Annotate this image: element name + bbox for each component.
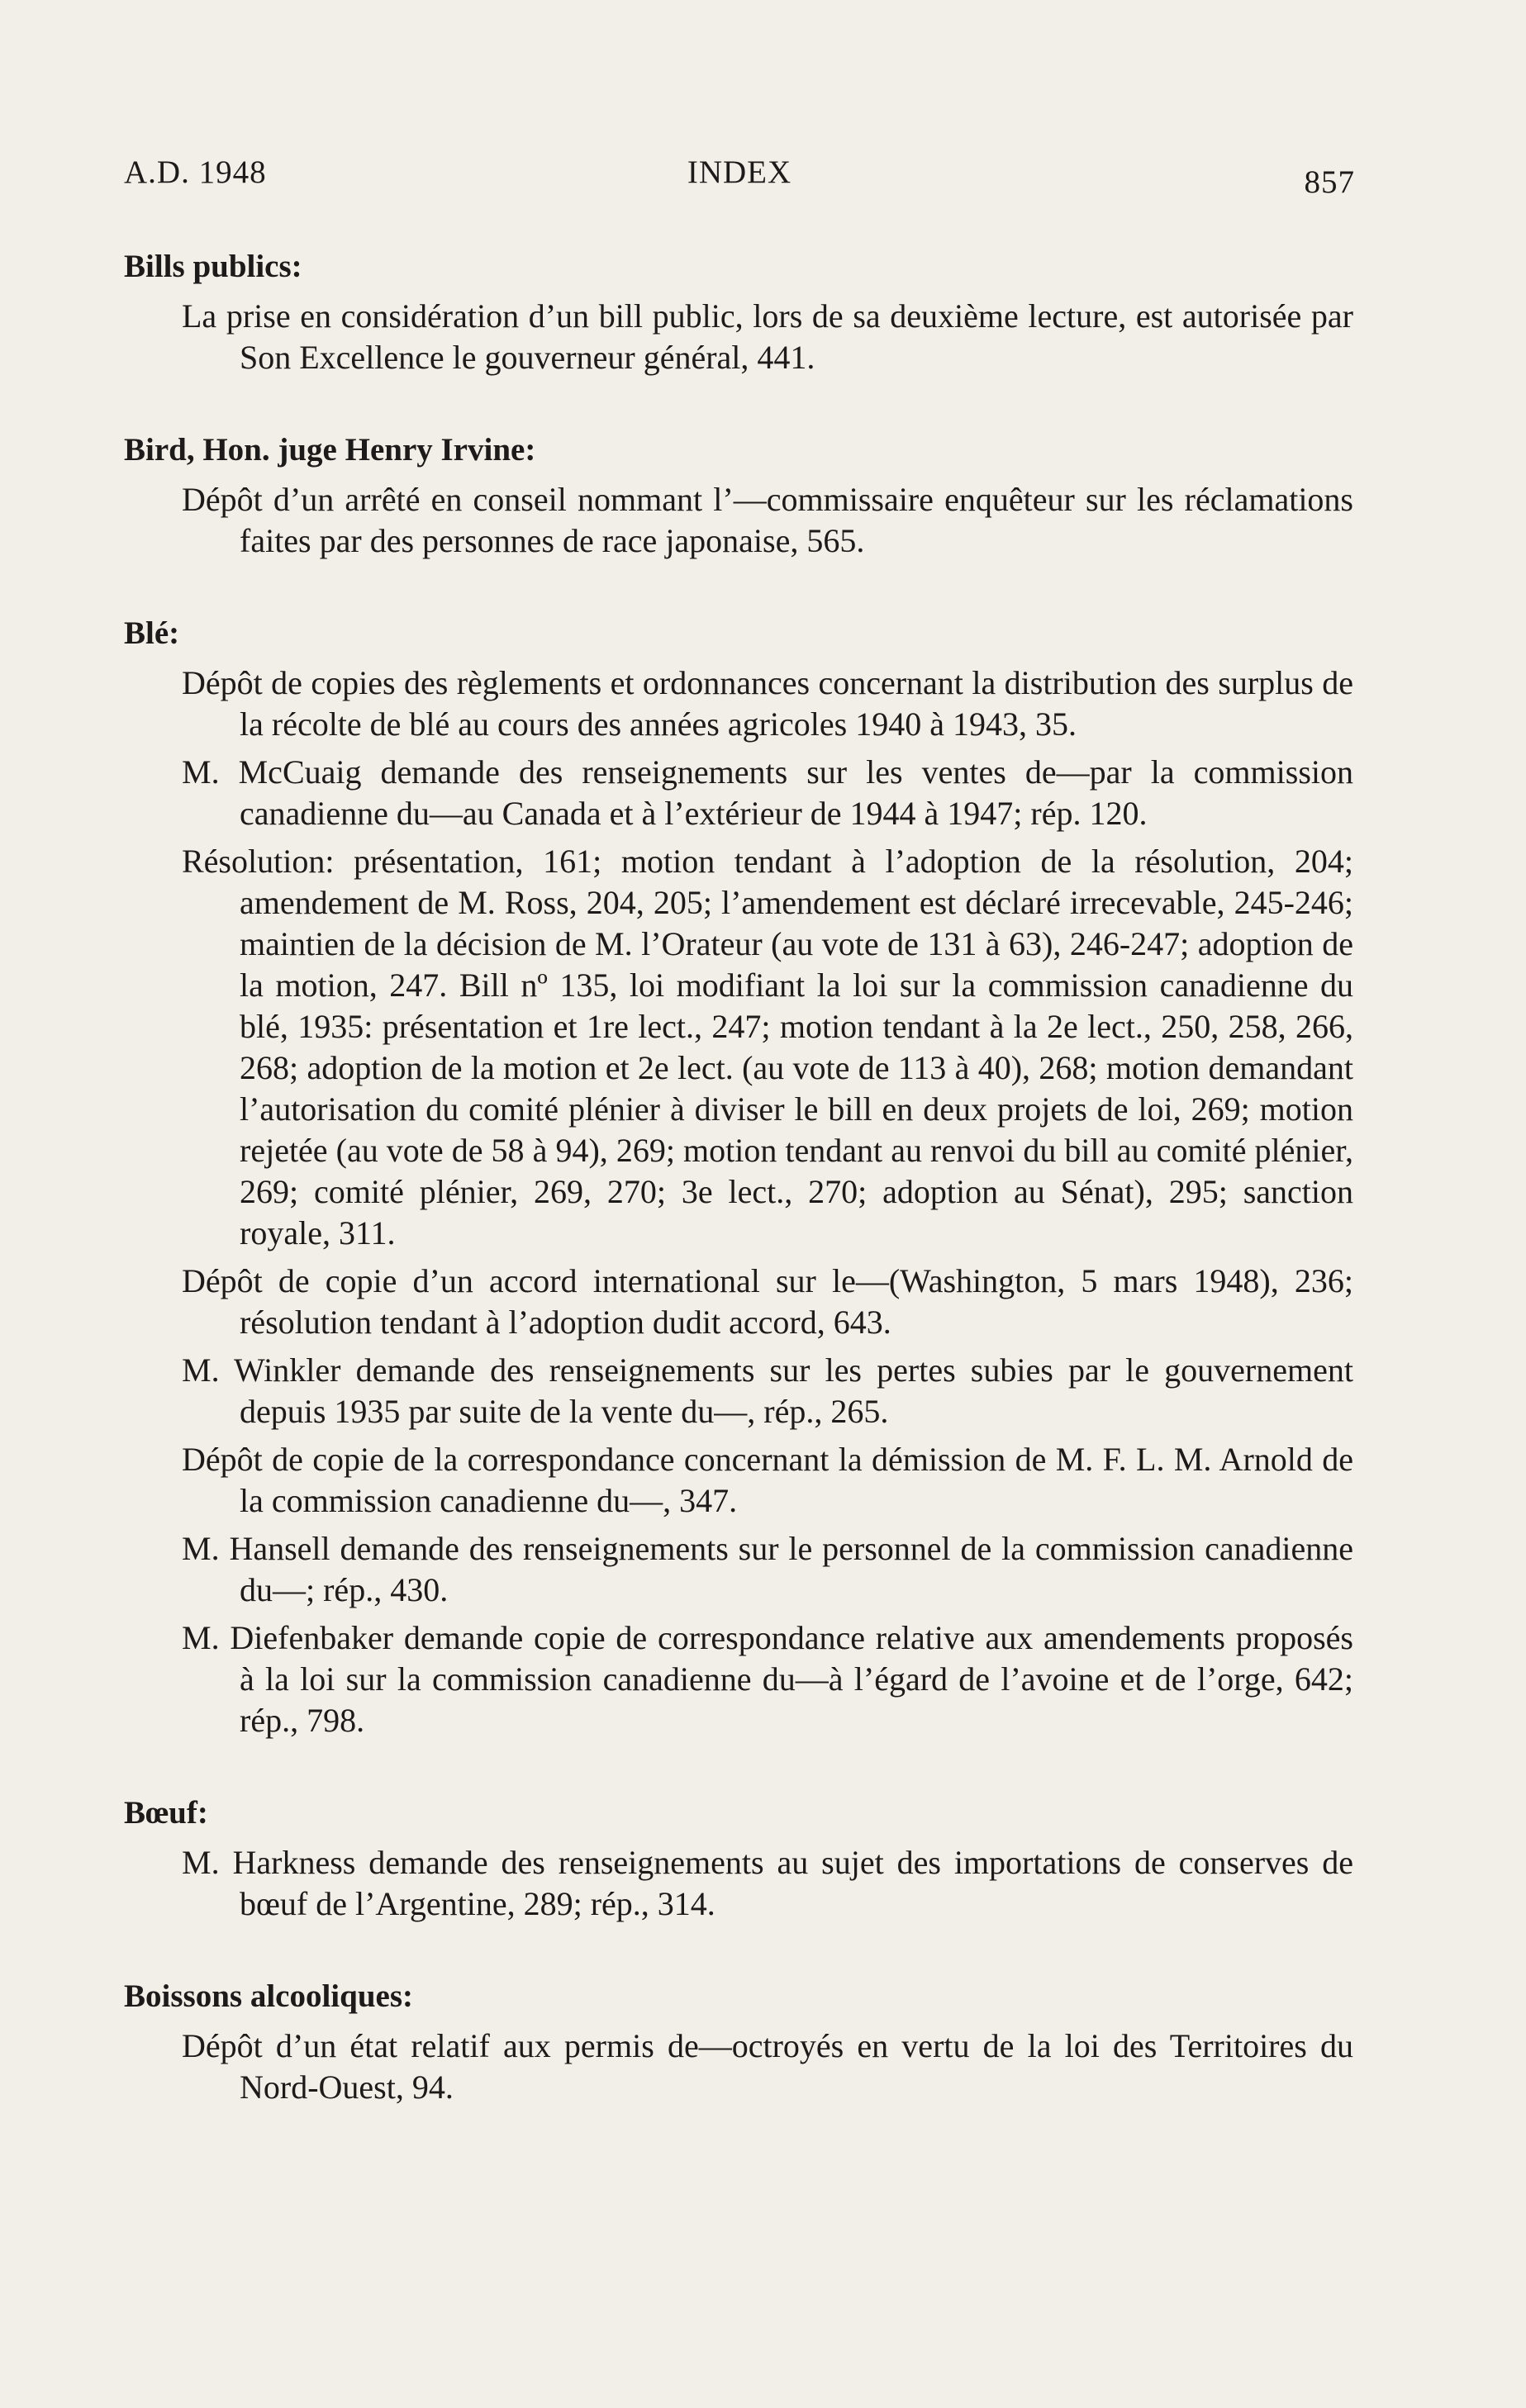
index-entry-bills-publics [124, 246, 1353, 378]
index-entry-boeuf [124, 1793, 1353, 1925]
page-number: 857 [1304, 164, 1355, 200]
entry-heading: Blé: [124, 615, 180, 651]
running-head [124, 147, 1355, 200]
entry-subentry: M. McCuaig demande des renseignements sur les ventes de—par la commission canadienne du—au Canada et à l’extérieur de 1944 à 1947; rép. 120. [182, 753, 1353, 832]
index-content [124, 246, 1353, 2159]
entry-subentry: M. Diefenbaker demande copie de correspondance relative aux amendements proposés à la loi sur la commission canadienne du—à l’égard de l’avoine et de l’orge, 642; rép., 798. [182, 1619, 1353, 1739]
entry-heading: Boissons alcooliques: [124, 1978, 413, 2014]
index-entry-boissons-alcooliques [124, 1976, 1353, 2108]
entry-subentry: Dépôt de copie d’un accord international sur le—(Washington, 5 mars 1948), 236; résolution tendant à l’adoption dudit accord, 643. [182, 1262, 1353, 1341]
entry-subentry: M. Winkler demande des renseignements sur les pertes subies par le gouvernement depuis 1935 par suite de la vente du—, rép., 265. [182, 1351, 1353, 1430]
entry-subentry: Dépôt de copies des règlements et ordonnances concernant la distribution des surplus de la récolte de blé au cours des années agricoles 1940 à 1943, 35. [182, 664, 1353, 743]
index-entry-bird [124, 430, 1353, 562]
entry-subentry: M. Hansell demande des renseignements sur le personnel de la commission canadienne du—; rép., 430. [182, 1530, 1353, 1608]
header-year: A.D. 1948 [124, 154, 267, 190]
entry-heading: Bills publics: [124, 249, 302, 284]
entry-subentry: Résolution: présentation, 161; motion tendant à l’adoption de la résolution, 204; amendement de M. Ross, 204, 205; l’amendement est déclaré irrecevable, 245-246; maintien de la décision de M. l’Orateur (au vote de 131 à 63), 246-247; adoption de la motion, 247. Bill nº 135, loi modifiant la loi sur la commission canadienne du blé, 1935: présentation et 1re lect., 247; motion tendant à la 2e lect., 250, 258, 266, 268; adoption de la motion et 2e lect. (au vote de 113 à 40), 268; motion demandant l’autorisation du comité plénier à diviser le bill en deux projets de loi, 269; motion rejetée (au vote de 58 à 94), 269; motion tendant au renvoi du bill au comité plénier, 269; comité plénier, 269, 270; 3e lect., 270; adoption au Sénat), 295; sanction royale, 311. [182, 843, 1353, 1251]
index-entry-ble [124, 613, 1353, 1741]
entry-subentry: M. Harkness demande des renseignements au sujet des importations de conserves de bœuf de l’Argentine, 289; rép., 314. [182, 1844, 1353, 1922]
entry-subentry: Dépôt d’un état relatif aux permis de—octroyés en vertu de la loi des Territoires du Nord-Ouest, 94. [182, 2027, 1353, 2106]
entry-subentry: Dépôt de copie de la correspondance concernant la démission de M. F. L. M. Arnold de la commission canadienne du—, 347. [182, 1441, 1353, 1519]
entry-subentry: La prise en considération d’un bill public, lors de sa deuxième lecture, est autorisée par Son Excellence le gouverneur général, 441. [182, 297, 1353, 376]
entry-heading: Bird, Hon. juge Henry Irvine: [124, 432, 536, 468]
entry-subentry: Dépôt d’un arrêté en conseil nommant l’—commissaire enquêteur sur les réclamations faites par des personnes de race japonaise, 565. [182, 481, 1353, 559]
entry-heading: Bœuf: [124, 1795, 208, 1831]
header-title: INDEX [687, 154, 792, 190]
